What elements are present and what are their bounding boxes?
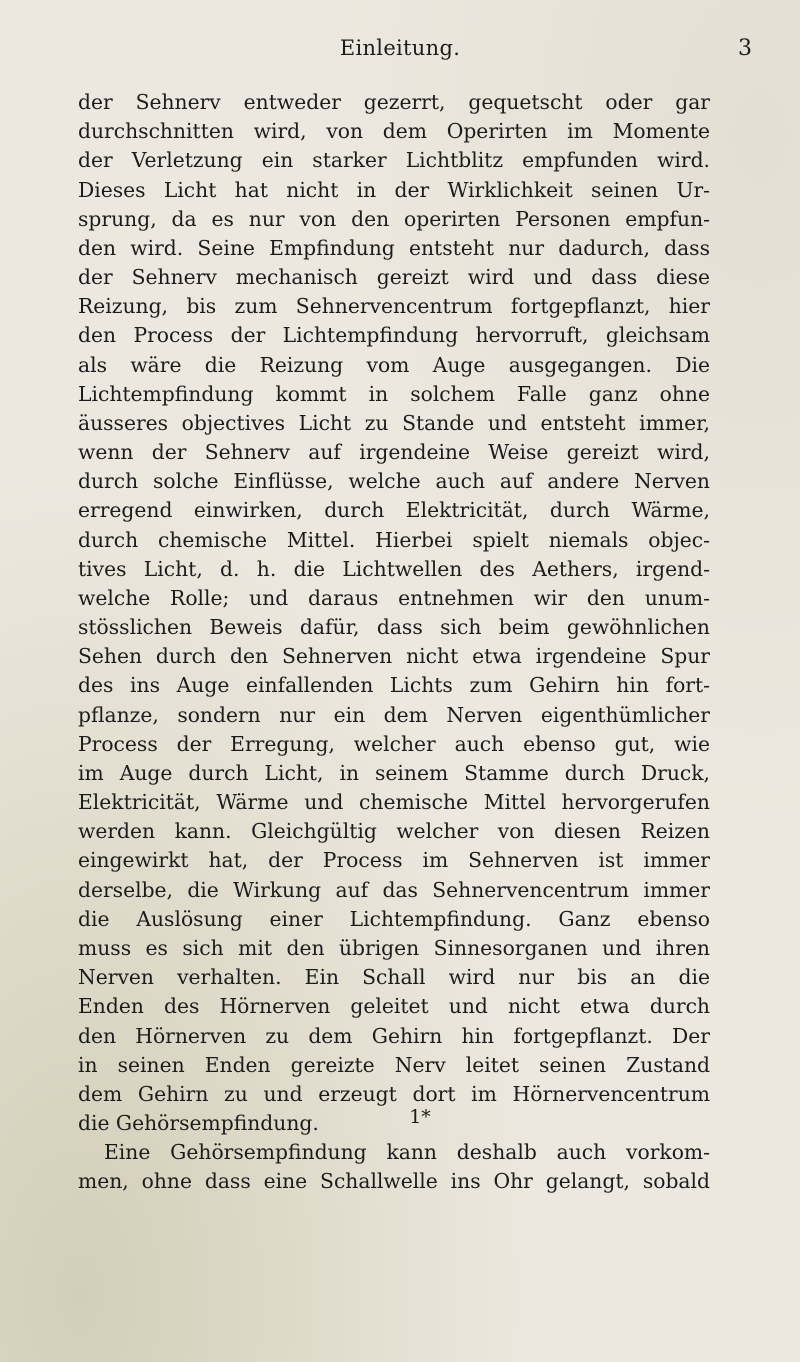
text-line: der Sehnerv entweder gezerrt, gequetscht oder gar [78,90,710,114]
text-line: derselbe, die Wirkung auf das Sehnervencentrum immer [78,877,710,902]
text-line: Lichtempfindung kommt in solchem Falle ganz ohne [78,381,710,406]
text-line: durch solche Einflüsse, welche auch auf andere Nerven [78,469,710,494]
text-line: stösslichen Beweis dafür, dass sich beim gewöhnlichen [78,615,710,640]
body-text [78,88,710,1197]
text-line: als wäre die Reizung vom Auge ausgegangen. Die [78,352,710,377]
text-line: erregend einwirken, durch Elektricität, durch Wärme, [78,498,710,523]
page-number: 3 [738,36,752,61]
text-line: sprung, da es nur von den operirten Personen empfun- [78,206,710,231]
signature-mark: 1* [409,1106,431,1128]
text-line: durch chemische Mittel. Hierbei spielt niemals objec- [78,527,710,552]
text-line: Eine Gehörsempfindung kann deshalb auch vorkom- [104,1140,710,1165]
text-line: Dieses Licht hat nicht in der Wirklichkeit seinen Ur- [78,177,710,202]
running-title: Einleitung. [339,36,461,60]
text-line: muss es sich mit den übrigen Sinnesorganen und ihren [78,935,710,960]
text-line: welche Rolle; und daraus entnehmen wir den unum- [78,585,710,610]
text-line: dem Gehirn zu und erzeugt dort im Hörnervencentrum [78,1081,710,1106]
page-header [0,36,800,66]
text-line: den Hörnerven zu dem Gehirn hin fortgepflanzt. Der [78,1023,710,1048]
text-line: eingewirkt hat, der Process im Sehnerven ist immer [78,848,710,873]
text-line: Sehen durch den Sehnerven nicht etwa irgendeine Spur [78,644,710,669]
text-line: die Auslösung einer Lichtempfindung. Ganz ebenso [78,906,710,931]
text-line: pflanze, sondern nur ein dem Nerven eigenthümlicher [78,702,710,727]
text-line: den wird. Seine Empfindung entsteht nur dadurch, dass [78,235,710,260]
text-line: men, ohne dass eine Schallwelle ins Ohr gelangt, sobald [78,1169,710,1194]
text-line: Elektricität, Wärme und chemische Mittel hervorgerufen [78,790,710,815]
text-line: im Auge durch Licht, in seinem Stamme durch Druck, [78,760,710,785]
text-line: der Verletzung ein starker Lichtblitz empfunden wird. [78,148,710,173]
text-line: durchschnitten wird, von dem Operirten im Momente [78,119,710,144]
text-line: tives Licht, d. h. die Lichtwellen des Aethers, irgend- [78,556,710,581]
text-line: in seinen Enden gereizte Nerv leitet seinen Zustand [78,1052,710,1077]
text-line: äusseres objectives Licht zu Stande und entsteht immer, [78,410,710,435]
text-line: Nerven verhalten. Ein Schall wird nur bis an die [78,965,710,990]
text-line: Reizung, bis zum Sehnervencentrum fortgepflanzt, hier [78,294,710,319]
text-line: wenn der Sehnerv auf irgendeine Weise gereizt wird, [78,440,710,465]
text-line: Enden des Hörnerven geleitet und nicht etwa durch [78,994,710,1019]
text-line: den Process der Lichtempfindung hervorruft, gleichsam [78,323,710,348]
text-line: werden kann. Gleichgültig welcher von diesen Reizen [78,819,710,844]
text-line: Process der Erregung, welcher auch ebenso gut, wie [78,731,710,756]
text-line: der Sehnerv mechanisch gereizt wird und dass diese [78,265,710,290]
text-line: des ins Auge einfallenden Lichts zum Gehirn hin fort- [78,673,710,698]
text-line: die Gehörsempfindung. [78,1111,319,1136]
